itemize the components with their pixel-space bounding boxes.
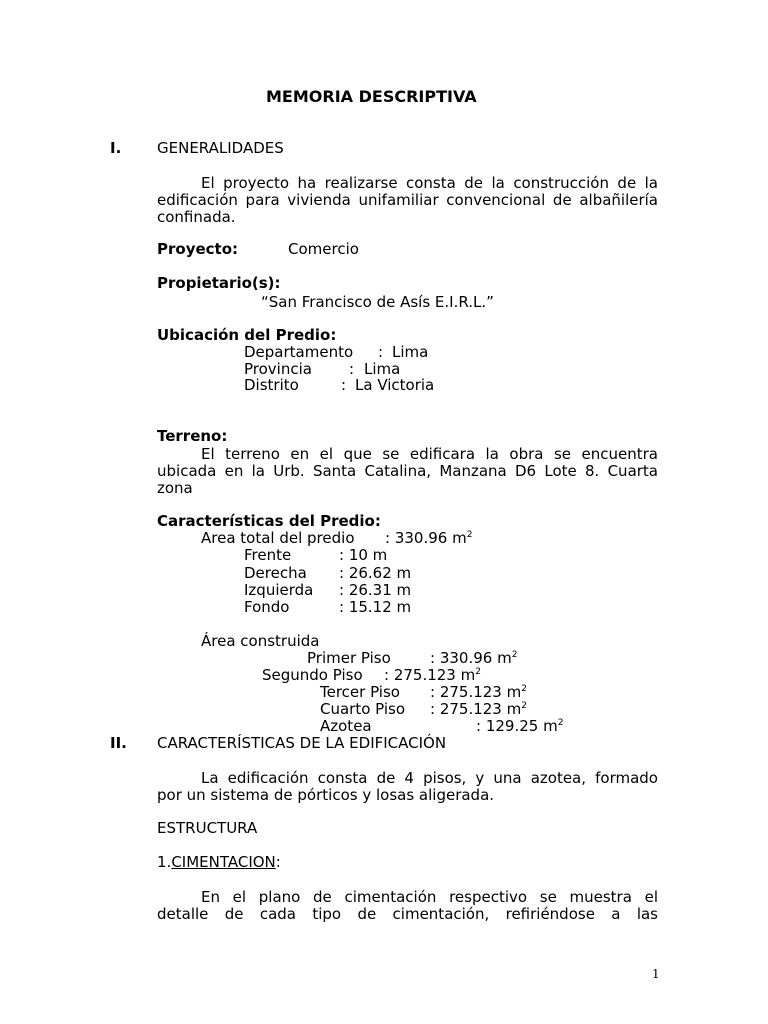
paragraph-line: detalle de cada tipo de cimentación, refiriéndose a las [157, 905, 658, 923]
paragraph-line: confinada. [157, 208, 236, 226]
ubicacion-key: Provincia [244, 360, 312, 378]
medida-value: : 10 m [339, 546, 388, 564]
terreno-paragraph [157, 446, 658, 497]
cimentacion-heading: 1.CIMENTACION: [157, 853, 281, 871]
area-total-value: : 330.96 $m^2$ [385, 529, 473, 547]
paragraph-line: por un sistema de pórticos y losas aligerada. [157, 786, 495, 804]
propietario-label: Propietario(s): [157, 274, 281, 292]
medida-key: Izquierda [244, 581, 314, 599]
caracteristicas-label: Características del Predio: [157, 512, 381, 530]
section-number: I. [110, 139, 122, 157]
piso-key: Segundo Piso [262, 666, 363, 684]
piso-key: Primer Piso [307, 649, 391, 667]
piso-key: Tercer Piso [320, 683, 400, 701]
area-construida-label: Área construida [201, 632, 320, 650]
piso-key: Cuarto Piso [320, 700, 406, 718]
ubicacion-sep: : [341, 376, 347, 394]
paragraph-line: En el plano de cimentación respectivo se muestra el [201, 888, 658, 906]
medida-value: : 15.12 m [339, 598, 412, 616]
page-number: 1 [652, 967, 660, 981]
ubicacion-value: La Victoria [355, 376, 435, 394]
section-number: II. [110, 734, 127, 752]
ubicacion-sep: : [349, 360, 355, 378]
piso-value: : 129.25 $m^2$ [476, 717, 564, 735]
cimentacion-paragraph [157, 889, 658, 923]
paragraph-line: La edificación consta de 4 pisos, y una azotea, formado [201, 769, 658, 787]
proyecto-label: Proyecto: [157, 240, 239, 258]
section-title: CARACTERÍSTICAS DE LA EDIFICACIÓN [157, 734, 447, 752]
ubicacion-value: Lima [392, 343, 429, 361]
medida-value: : 26.31 m [339, 581, 412, 599]
proyecto-value: Comercio [288, 240, 359, 258]
piso-value: : 275.123 $m^2$ [384, 666, 481, 684]
page-title: MEMORIA DESCRIPTIVA [266, 87, 477, 106]
propietario-value: “San Francisco de Asís E.I.R.L.” [261, 293, 494, 311]
area-total-label: Area total del predio [201, 529, 355, 547]
paragraph-line: zona [157, 479, 193, 497]
paragraph-line: El proyecto ha realizarse consta de la construcción de la [201, 174, 658, 192]
section-title: GENERALIDADES [157, 139, 284, 157]
piso-value: : 275.123 $m^2$ [430, 683, 527, 701]
ubicacion-sep: : [378, 343, 384, 361]
paragraph-line: edificación para vivienda unifamiliar convencional de albañilería [157, 191, 658, 209]
piso-value: : 330.96 $m^2$ [430, 649, 518, 667]
ubicacion-value: Lima [364, 360, 401, 378]
medida-key: Frente [244, 546, 292, 564]
piso-key: Azotea [320, 717, 372, 735]
ubicacion-key: Departamento [244, 343, 354, 361]
piso-value: : 275.123 $m^2$ [430, 700, 527, 718]
paragraph-line: El terreno en el que se edificara la obra se encuentra [201, 445, 658, 463]
medida-key: Derecha [244, 564, 307, 582]
edificacion-paragraph [157, 770, 658, 804]
intro-paragraph [157, 175, 658, 226]
ubicacion-key: Distrito [244, 376, 299, 394]
medida-key: Fondo [244, 598, 290, 616]
ubicacion-label: Ubicación del Predio: [157, 326, 337, 344]
paragraph-line: ubicada en la Urb. Santa Catalina, Manzana D6 Lote 8. Cuarta [157, 462, 658, 480]
terreno-label: Terreno: [157, 427, 228, 445]
estructura-heading: ESTRUCTURA [157, 819, 258, 837]
medida-value: : 26.62 m [339, 564, 412, 582]
